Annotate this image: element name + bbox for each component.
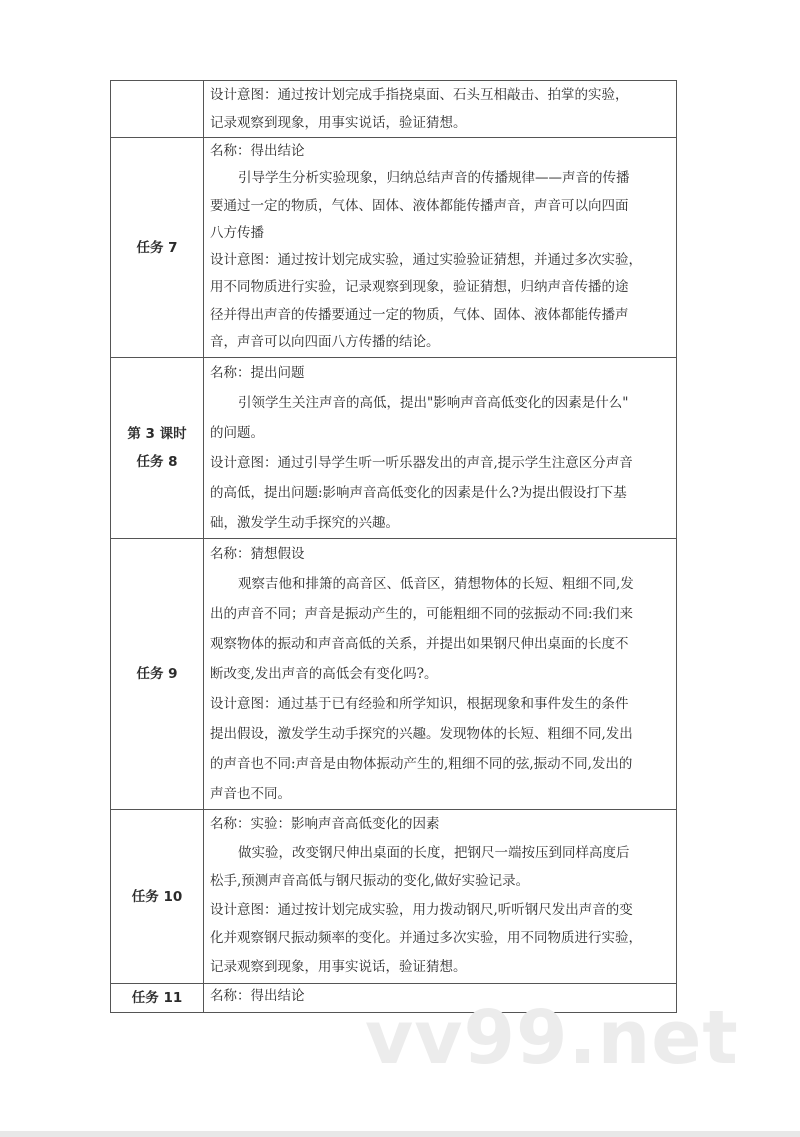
content-line: 观察吉他和排箫的高音区、低音区，猜想物体的长短、粗细不同,发: [238, 576, 634, 592]
content-line: 名称：猜想假设: [210, 546, 305, 562]
task-content-cell: [204, 358, 677, 539]
content-line: 的声音也不同:声音是由物体振动产生的,粗细不同的弦,振动不同,发出的: [210, 756, 633, 772]
task-label: 任务 7: [136, 239, 178, 256]
task-label: 任务 9: [136, 666, 178, 682]
content-line: 的问题。: [210, 425, 264, 441]
task-content-cell: [204, 539, 677, 810]
content-line: 名称：得出结论: [210, 988, 305, 1004]
content-line: 记录观察到现象，用事实说话，验证猜想。: [210, 115, 467, 131]
task-label: 任务 8: [136, 454, 178, 470]
task-content-cell: [204, 810, 677, 984]
task-label: 任务 11: [131, 990, 183, 1006]
content-line: 径并得出声音的传播要通过一定的物质，气体、固体、液体都能传播声: [210, 306, 629, 323]
content-line: 设计意图：通过基于已有经验和所学知识，根据现象和事件发生的条件: [210, 696, 629, 712]
content-line: 名称：实验：影响声音高低变化的因素: [210, 816, 440, 832]
content-line: 声音也不同。: [210, 786, 291, 802]
watermark: vv99.net: [365, 995, 739, 1081]
task-label: 任务 10: [131, 888, 183, 905]
content-line: 础，激发学生动手探究的兴趣。: [210, 515, 399, 531]
task-label-cell: [111, 810, 204, 984]
content-line: 观察物体的振动和声音高低的关系，并提出如果钢尺伸出桌面的长度不: [210, 636, 629, 652]
content-line: 化并观察钢尺振动频率的变化。并通过多次实验，用不同物质进行实验，: [210, 930, 642, 946]
table-row: [111, 138, 677, 358]
content-line: 设计意图：通过按计划完成实验，通过实验验证猜想，并通过多次实验，: [210, 252, 642, 269]
content-line: 要通过一定的物质，气体、固体、液体都能传播声音，声音可以向四面: [210, 197, 629, 214]
task-label-cell: [111, 539, 204, 810]
content-line: 用不同物质进行实验，记录观察到现象，验证猜想，归纳声音传播的途: [210, 279, 629, 296]
content-line: 设计意图：通过按计划完成手指挠桌面、石头互相敲击、拍掌的实验，: [210, 87, 629, 103]
content-line: 做实验，改变钢尺伸出桌面的长度，把钢尺一端按压到同样高度后: [238, 844, 630, 861]
content-line: 名称：提出问题: [210, 365, 305, 381]
table-row: [111, 358, 677, 539]
table-row: [111, 81, 677, 138]
content-line: 断改变,发出声音的高低会有变化吗?。: [210, 666, 438, 682]
task-content-cell: [204, 81, 677, 138]
content-line: 的高低，提出问题:影响声音高低变化的因素是什么?为提出假设打下基: [210, 485, 627, 501]
task-label-cell: [111, 81, 204, 138]
content-line: 名称：得出结论: [210, 143, 305, 159]
content-line: 引导学生分析实验现象，归纳总结声音的传播规律——声音的传播: [238, 170, 630, 187]
task-label-cell: [111, 138, 204, 358]
task-label-cell: [111, 984, 204, 1013]
content-line: 出的声音不同；声音是振动产生的，可能粗细不同的弦振动不同:我们来: [210, 606, 634, 622]
content-line: 引领学生关注声音的高低，提出"影响声音高低变化的因素是什么": [238, 395, 629, 411]
task-content-cell: [204, 138, 677, 358]
content-line: 八方传播: [210, 224, 264, 241]
lesson-plan-table: [110, 80, 677, 1013]
content-line: 音，声音可以向四面八方传播的结论。: [210, 334, 440, 351]
content-line: 松手,预测声音高低与钢尺振动的变化,做好实验记录。: [210, 873, 530, 889]
table-row: [111, 810, 677, 984]
page-bottom-edge: [0, 1131, 800, 1137]
content-line: 记录观察到现象，用事实说话，验证猜想。: [210, 958, 467, 975]
content-line: 设计意图：通过引导学生听一听乐器发出的声音,提示学生注意区分声音: [210, 455, 633, 471]
task-label: 第 3 课时: [127, 426, 187, 442]
content-line: 设计意图：通过按计划完成实验，用力拨动钢尺,听听钢尺发出声音的变: [210, 901, 633, 918]
task-label-cell: [111, 358, 204, 539]
content-line: 提出假设，激发学生动手探究的兴趣。发现物体的长短、粗细不同,发出: [210, 726, 633, 742]
table-row: [111, 539, 677, 810]
